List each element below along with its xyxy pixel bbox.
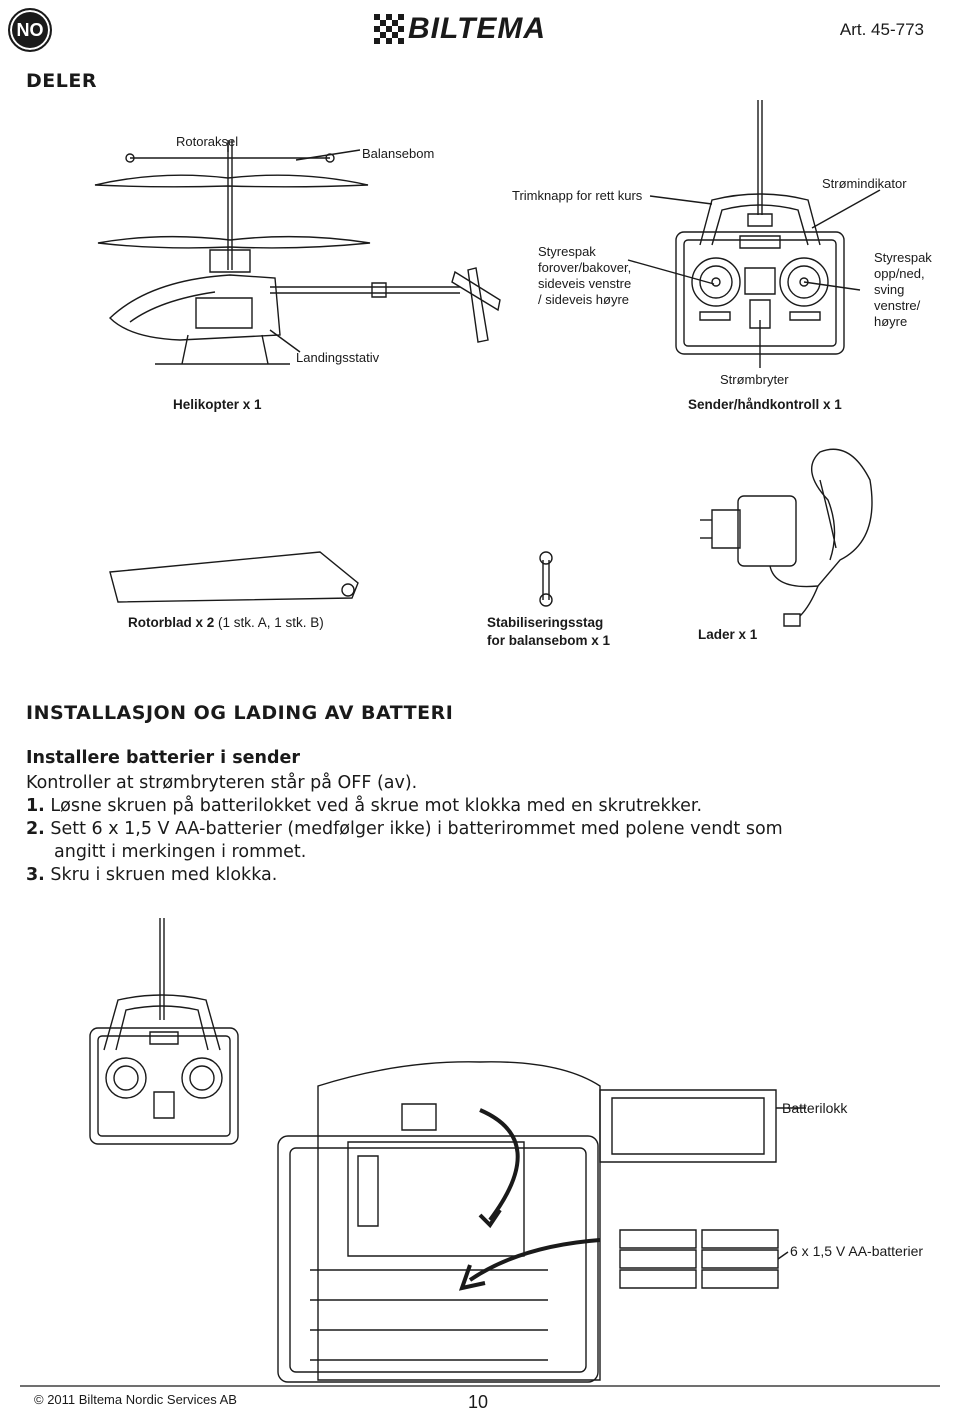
caption-rotor-blade-bold: Rotorblad x 2 [128,615,215,630]
caption-helicopter: Helikopter x 1 [173,397,262,412]
installation-subheading: Installere batterier i sender [26,748,301,768]
label-left-stick: Styrespak forover/bakover, sideveis venstre / sideveis høyre [538,244,632,307]
label-batteries: 6 x 1,5 V AA-batterier [790,1243,924,1259]
step-1-number: 1. [26,796,45,816]
installation-intro: Kontroller at strømbryteren står på OFF (av). [26,773,418,793]
label-battery-cover: Batterilokk [782,1100,848,1116]
article-number: Art. 45-773 [839,20,924,39]
installation-heading: INSTALLASJON OG LADING AV BATTERI [26,702,454,724]
label-right-stick: Styrespak opp/ned, sving venstre/ høyre [874,250,932,329]
country-code: NO [16,19,44,40]
copyright: © 2011 Biltema Nordic Services AB [34,1392,237,1407]
step-2-number: 2. [26,819,45,839]
parts-heading: DELER [26,70,97,92]
label-landing-gear: Landingsstativ [296,350,380,365]
caption-charger: Lader x 1 [698,627,758,642]
label-balance-bar: Balansebom [362,146,435,161]
label-rotor-shaft: Rotoraksel [176,134,239,149]
brand-name: BILTEMA [408,12,547,45]
caption-transmitter: Sender/håndkontroll x 1 [688,397,842,412]
step-1-text: Løsne skruen på batterilokket ved å skrue mot klokka med en skrutrekker. [44,796,703,816]
step-2-text: Sett 6 x 1,5 V AA-batterier (medfølger ikke) i batterirommet med polene vendt som [44,819,783,839]
caption-rotor-blade-normal: (1 stk. A, 1 stk. B) [214,615,324,630]
label-power-indicator: Strømindikator [822,176,907,191]
step-3-text: Skru i skruen med klokka. [44,865,278,885]
label-trim-button: Trimknapp for rett kurs [512,188,643,203]
step-2-continuation: angitt i merkingen i rommet. [54,842,307,862]
label-power-switch: Strømbryter [720,372,789,387]
caption-stabilizer-line2: for balansebom x 1 [487,633,611,648]
step-3-number: 3. [26,865,45,885]
caption-stabilizer-line1: Stabiliseringsstag [487,615,604,630]
page-number: 10 [468,1392,489,1412]
